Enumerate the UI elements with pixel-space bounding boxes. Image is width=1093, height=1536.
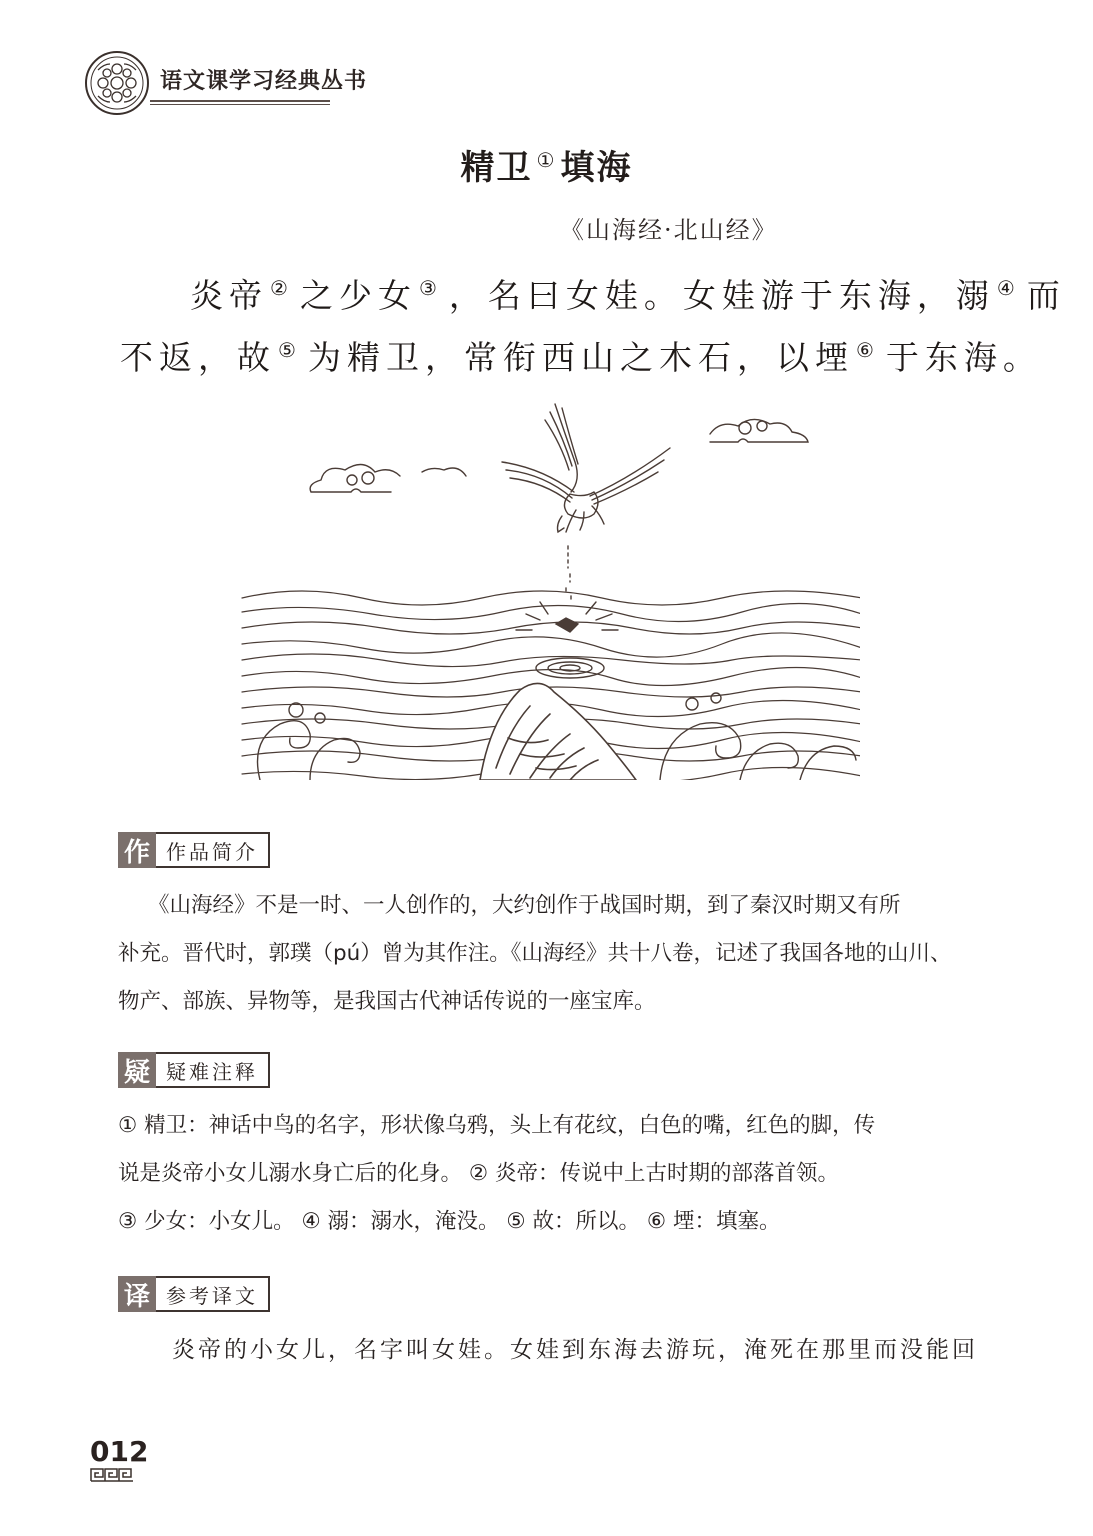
title-left: 精卫	[460, 148, 533, 188]
section-label: 参考译文	[156, 1276, 270, 1312]
intro-line-3: 物产、部族、异物等，是我国古代神话传说的一座宝库。	[118, 989, 656, 1014]
section-label: 作品简介	[156, 832, 270, 868]
note-line-2: 说是炎帝小女儿溺水身亡后的化身。 ② 炎帝：传说中上古时期的部落首领。	[118, 1161, 839, 1186]
seal-icon: 作	[118, 832, 156, 868]
jingwei-bird-icon	[502, 404, 670, 532]
section-heading-intro	[118, 832, 270, 868]
fret-ornament-icon	[90, 1468, 134, 1482]
poem-source: 《山海经·北山经》	[560, 216, 778, 244]
poem-line-1	[190, 270, 1066, 317]
intro-line-2: 补充。晋代时，郭璞（pú）曾为其作注。《山海经》共十八卷，记述了我国各地的山川、	[118, 941, 952, 966]
note-line-3: ③ 少女：小女儿。 ④ 溺：溺水，淹没。 ⑤ 故：所以。 ⑥ 堙：填塞。	[118, 1209, 781, 1234]
poem-text-segment: 炎帝	[190, 276, 268, 315]
poem-line-2	[120, 332, 1042, 379]
footnote-mark: ⑥	[855, 338, 880, 362]
intro-line-1: 《山海经》不是一时、一人创作的，大约创作于战国时期，到了秦汉时期又有所	[148, 893, 901, 918]
seal-icon: 疑	[118, 1052, 156, 1088]
footnote-mark: ②	[270, 276, 294, 300]
wave-curl-right-icon	[660, 693, 856, 780]
translation-line-1: 炎帝的小女儿，名字叫女娃。女娃到东海去游玩，淹死在那里而没能回	[172, 1337, 978, 1363]
footnote-mark: ⑤	[278, 338, 302, 362]
rock-island-icon	[480, 683, 636, 780]
header-rule-thin	[150, 104, 330, 105]
title-right: 填海	[560, 148, 633, 188]
cloud-left-icon	[310, 464, 466, 492]
cloud-right-icon	[710, 419, 808, 442]
series-logo-emblem	[84, 50, 150, 116]
title-footnote-mark: ①	[536, 147, 557, 172]
section-heading-translation	[118, 1276, 270, 1312]
section-label: 疑难注释	[156, 1052, 270, 1088]
footnote-mark: ③	[418, 276, 443, 300]
seal-icon: 译	[118, 1276, 156, 1312]
wave-curl-left-icon	[258, 703, 361, 780]
page-number: 012	[90, 1435, 149, 1468]
note-line-1: ① 精卫：神话中鸟的名字，形状像乌鸦，头上有花纹，白色的嘴，红色的脚，传	[118, 1113, 876, 1138]
poem-text-segment: 之少女	[299, 276, 417, 315]
series-title: 语文课学习经典丛书	[160, 69, 368, 94]
jingwei-illustration	[240, 398, 860, 780]
poem-text-segment: 为精卫，常衔西山之木石，以堙	[307, 338, 854, 377]
footnote-mark: ④	[996, 276, 1021, 300]
poem-text-segment: ，名曰女娃。女娃游于东海，溺	[448, 276, 995, 315]
poem-text-segment: 而	[1026, 276, 1066, 315]
section-heading-notes	[118, 1052, 270, 1088]
poem-text-segment: 不返，故	[120, 338, 276, 377]
poem-title	[0, 140, 1093, 189]
header-rule	[150, 100, 330, 102]
poem-text-segment: 于东海。	[885, 338, 1042, 377]
